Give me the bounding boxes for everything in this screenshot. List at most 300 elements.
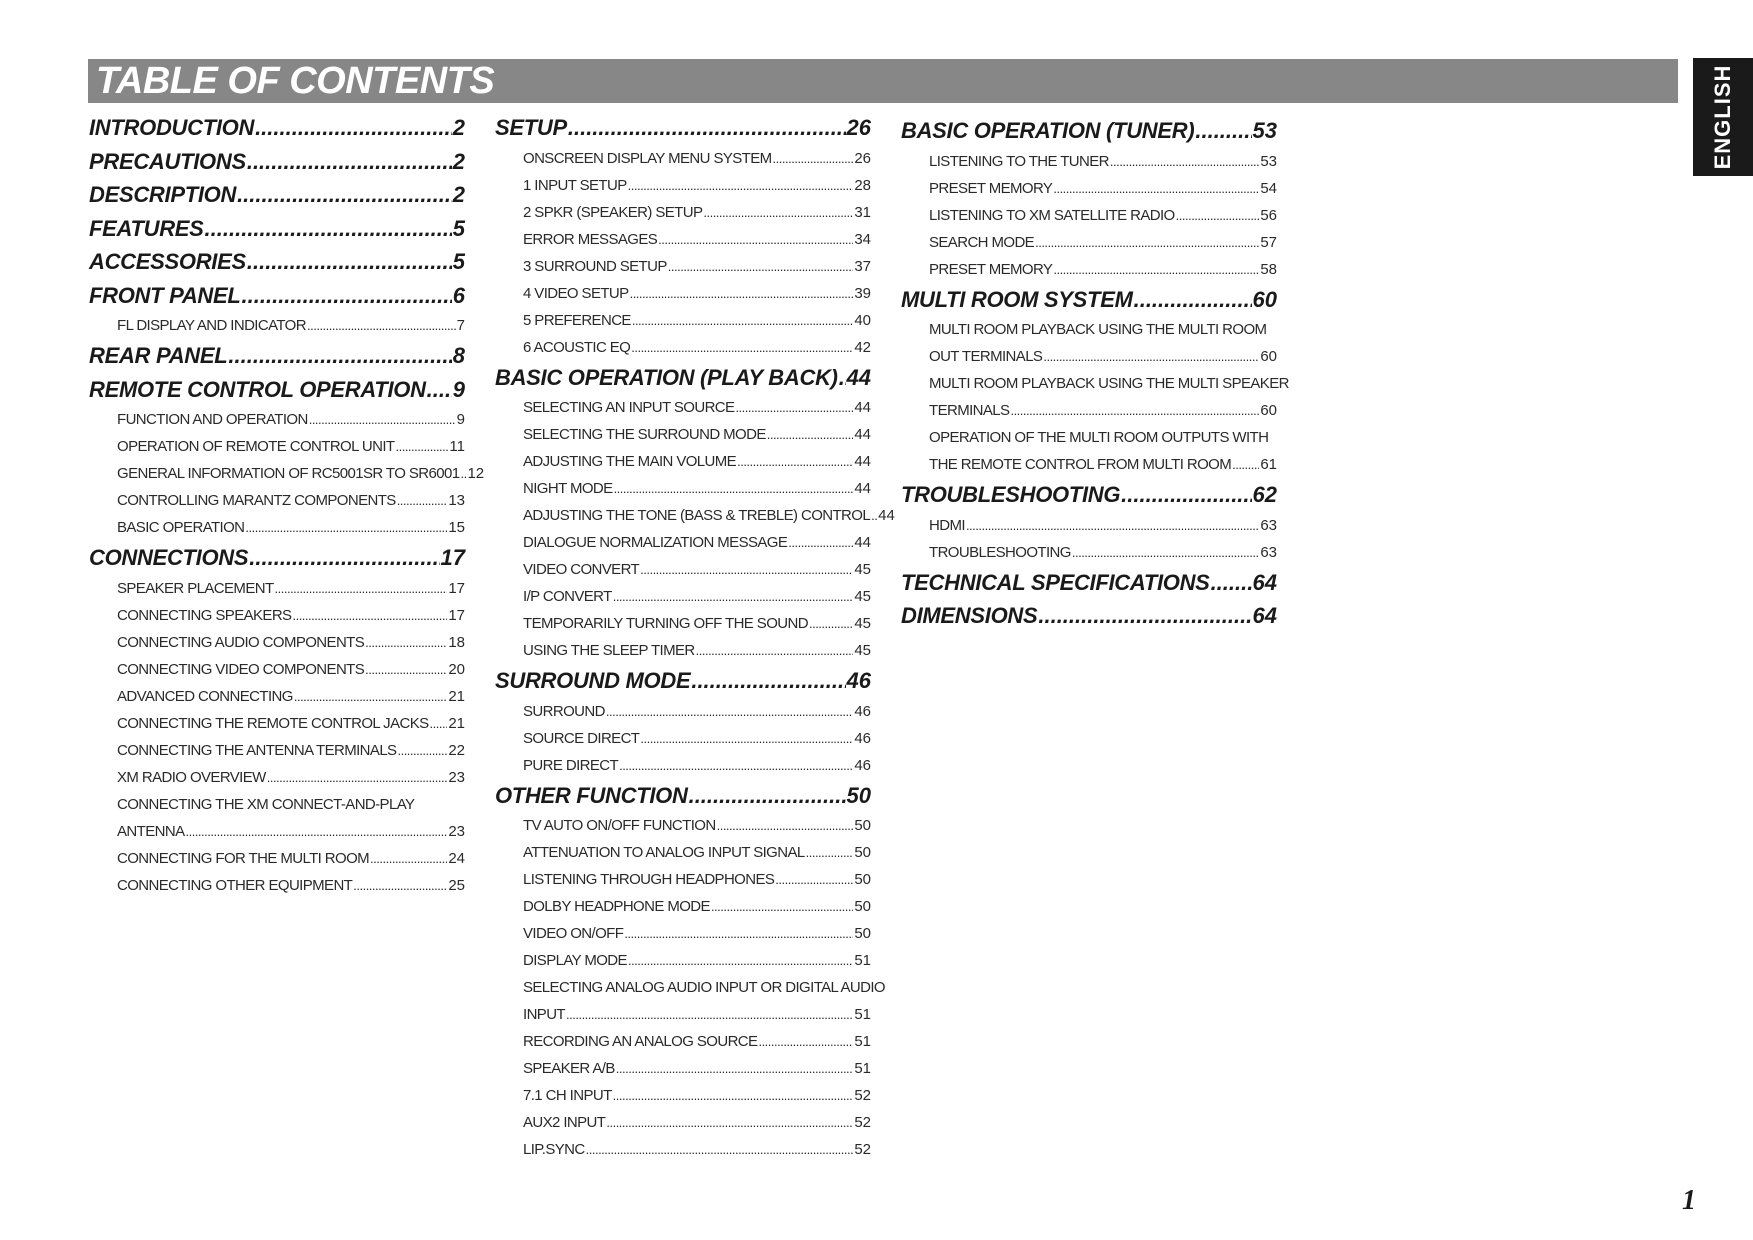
toc-entry-page: 50 (854, 871, 871, 888)
toc-subsection-entry (495, 698, 871, 725)
toc-entry-page: 45 (854, 642, 871, 659)
toc-entry-title: DIALOGUE NORMALIZATION MESSAGE (523, 534, 788, 551)
dot-leader (568, 111, 846, 145)
toc-entry-page: 40 (854, 311, 871, 329)
toc-entry-title: ONSCREEN DISPLAY MENU SYSTEM (523, 149, 772, 167)
dot-leader (606, 1109, 853, 1136)
toc-entry-title: CONNECTING THE ANTENNA TERMINALS (117, 741, 397, 759)
toc-entry-title: SPEAKER PLACEMENT (117, 579, 274, 597)
dot-leader (249, 541, 439, 575)
toc-entry-title: SPEAKER A/B (523, 1060, 615, 1077)
toc-subsection-entry (495, 637, 871, 664)
toc-entry-page: 51 (854, 1006, 871, 1023)
toc-entry-page: 62 (1252, 482, 1277, 507)
toc-entry-title: MULTI ROOM SYSTEM (901, 286, 1133, 312)
toc-entry-title: VIDEO ON/OFF (523, 925, 624, 942)
toc-entry-title: I/P CONVERT (523, 588, 612, 605)
dot-leader (613, 1082, 854, 1109)
toc-entry-title: DOLBY HEADPHONE MODE (523, 898, 710, 915)
toc-entry-page: 54 (1260, 179, 1277, 197)
toc-subsection-entry (89, 575, 465, 602)
toc-entry-page: 51 (854, 952, 871, 969)
dot-leader (806, 839, 854, 866)
toc-entry-title: VIDEO CONVERT (523, 561, 640, 578)
toc-subsection-entry (495, 280, 871, 307)
toc-entry-title: CONNECTING THE XM CONNECT-AND-PLAY (117, 795, 415, 813)
toc-entry-title: SOURCE DIRECT (523, 729, 640, 747)
toc-subsection-entry (495, 1136, 871, 1163)
toc-entry-page: 23 (448, 768, 465, 786)
toc-entry-page: 28 (854, 176, 871, 194)
toc-entry-title: TROUBLESHOOTING (901, 482, 1121, 507)
toc-entry-page: 44 (854, 399, 871, 416)
toc-section-entry (89, 111, 465, 145)
toc-subsection-entry (89, 737, 465, 764)
dot-leader (1010, 397, 1259, 424)
toc-entry-page: 26 (846, 115, 871, 140)
toc-entry-title: CONNECTING THE REMOTE CONTROL JACKS (117, 714, 429, 732)
dot-leader (628, 172, 854, 199)
dot-leader (658, 226, 853, 253)
dot-leader (365, 656, 447, 683)
toc-subsection-entry (89, 406, 465, 433)
toc-subsection-entry (495, 421, 871, 448)
toc-subsection-entry (89, 791, 465, 818)
toc-subsection-entry (89, 433, 465, 460)
toc-entry-page: 21 (448, 714, 465, 732)
dot-leader (613, 583, 854, 610)
toc-entry-title: REAR PANEL (89, 343, 228, 368)
toc-subsection-entry (89, 312, 465, 339)
toc-subsection-entry (901, 512, 1277, 539)
toc-entry-title: TROUBLESHOOTING (929, 543, 1071, 561)
toc-subsection-entry (901, 175, 1277, 202)
toc-entry-page: 34 (854, 230, 871, 248)
dot-leader (668, 253, 854, 280)
toc-subsection-entry (495, 529, 871, 556)
toc-entry-page: 46 (854, 702, 871, 720)
dot-leader (397, 737, 447, 764)
toc-entry-title: CONNECTING VIDEO COMPONENTS (117, 660, 365, 678)
toc-entry-page: 2 (452, 148, 465, 174)
toc-entry-title: DISPLAY MODE (523, 952, 627, 969)
toc-entry-page: 24 (448, 849, 465, 867)
toc-entry-title: REMOTE CONTROL OPERATION (89, 376, 426, 402)
toc-subsection-entry (89, 629, 465, 656)
toc-entry-page: 61 (1260, 456, 1277, 473)
toc-entry-title: DESCRIPTION (89, 182, 237, 207)
toc-entry-page: 45 (854, 561, 871, 578)
toc-subsection-entry (901, 202, 1277, 229)
toc-subsection-entry (495, 253, 871, 280)
toc-entry-page: 7 (456, 317, 465, 334)
toc-entry-title: LISTENING TO THE TUNER (929, 152, 1109, 170)
dot-leader (737, 448, 853, 475)
dot-leader (247, 145, 452, 179)
toc-entry-title: USING THE SLEEP TIMER (523, 642, 695, 659)
toc-entry-title: ADJUSTING THE MAIN VOLUME (523, 453, 737, 470)
toc-entry-title: ADJUSTING THE TONE (BASS & TREBLE) CONTROL (523, 507, 871, 524)
toc-entry-title: ERROR MESSAGES (523, 230, 658, 248)
dot-leader (1038, 599, 1251, 633)
toc-column-2 (495, 111, 895, 1163)
toc-entry-title: RECORDING AN ANALOG SOURCE (523, 1033, 758, 1050)
dot-leader (691, 664, 845, 698)
toc-entry-title: DIMENSIONS (901, 603, 1038, 628)
dot-leader (758, 1028, 853, 1055)
toc-subsection-entry (495, 920, 871, 947)
toc-section-entry (495, 664, 871, 698)
toc-section-entry (495, 361, 871, 395)
toc-entry-title: ADVANCED CONNECTING (117, 687, 293, 705)
dot-leader (788, 529, 853, 556)
toc-entry-title: GENERAL INFORMATION OF RC5001SR TO SR6001 (117, 465, 460, 482)
toc-entry-title: TEMPORARILY TURNING OFF THE SOUND (523, 615, 808, 632)
toc-subsection-entry (495, 226, 871, 253)
toc-entry-page: 25 (448, 876, 465, 894)
dot-leader (1134, 283, 1252, 317)
dot-leader (703, 199, 853, 226)
toc-entry-page: 57 (1260, 233, 1277, 251)
toc-entry-title: 1 INPUT SETUP (523, 176, 627, 194)
dot-leader (717, 812, 854, 839)
toc-entry-title: INTRODUCTION (89, 115, 255, 140)
toc-section-entry (901, 599, 1277, 633)
toc-section-entry (901, 566, 1277, 600)
toc-subsection-entry (495, 502, 895, 529)
dot-leader (1072, 539, 1259, 566)
toc-section-entry (89, 279, 465, 313)
toc-entry-page: 45 (854, 588, 871, 605)
toc-entry-page: 5 (452, 215, 465, 241)
toc-entry-page: 39 (854, 284, 871, 302)
toc-subsection-entry (495, 1055, 871, 1082)
dot-leader (267, 764, 448, 791)
toc-entry-title: SURROUND MODE (495, 668, 691, 693)
toc-entry-title: BASIC OPERATION (PLAY BACK) (495, 364, 838, 390)
dot-leader (606, 698, 853, 725)
toc-entry-title: SELECTING AN INPUT SOURCE (523, 399, 735, 416)
dot-leader (205, 212, 452, 246)
toc-entry-title: OUT TERMINALS (929, 348, 1043, 365)
dot-leader (628, 947, 853, 974)
dot-leader (427, 373, 452, 407)
dot-leader (309, 406, 456, 433)
toc-section-entry (89, 145, 465, 179)
toc-subsection-entry (89, 683, 465, 710)
toc-entry-title: OPERATION OF REMOTE CONTROL UNIT (117, 438, 395, 455)
dot-leader (640, 556, 853, 583)
toc-entry-title: SELECTING THE SURROUND MODE (523, 426, 766, 443)
toc-entry-title: MULTI ROOM PLAYBACK USING THE MULTI ROOM (929, 321, 1267, 338)
toc-entry-title: LISTENING THROUGH HEADPHONES (523, 871, 775, 888)
toc-subsection-entry (495, 1082, 871, 1109)
toc-section-entry (901, 283, 1277, 317)
toc-column-1 (89, 111, 485, 899)
toc-entry-page: 44 (854, 426, 871, 443)
toc-entry-title: AUX2 INPUT (523, 1114, 606, 1131)
dot-leader (696, 637, 854, 664)
toc-entry-title: OTHER FUNCTION (495, 782, 688, 808)
toc-entry-title: PRESET MEMORY (929, 179, 1053, 197)
dot-leader (630, 280, 854, 307)
toc-subsection-entry (901, 343, 1277, 370)
dot-leader (397, 487, 448, 514)
toc-entry-page: 56 (1260, 206, 1277, 224)
toc-entry-title: CONTROLLING MARANTZ COMPONENTS (117, 492, 396, 509)
toc-entry-page: 5 (452, 249, 465, 274)
toc-entry-page: 42 (854, 338, 871, 356)
toc-entry-title: PURE DIRECT (523, 756, 619, 774)
toc-entry-title: CONNECTIONS (89, 545, 249, 570)
dot-leader (1035, 229, 1259, 256)
dot-leader (871, 502, 877, 529)
page-title: TABLE OF CONTENTS (96, 60, 495, 102)
dot-leader (1053, 256, 1259, 283)
dot-leader (1121, 478, 1251, 512)
toc-entry-title: NIGHT MODE (523, 480, 613, 497)
toc-entry-page: 26 (854, 149, 871, 167)
toc-entry-page: 12 (467, 465, 485, 482)
dot-leader (839, 361, 846, 395)
toc-entry-title: CONNECTING AUDIO COMPONENTS (117, 633, 365, 651)
toc-subsection-entry (901, 229, 1277, 256)
toc-section-entry (495, 111, 871, 145)
toc-entry-page: 22 (448, 741, 465, 759)
toc-entry-page: 44 (878, 507, 895, 524)
toc-section-entry (495, 779, 871, 813)
toc-entry-title: ACCESSORIES (89, 249, 246, 274)
dot-leader (689, 779, 846, 813)
toc-column-3 (901, 114, 1289, 633)
toc-subsection-entry (89, 710, 465, 737)
toc-entry-page: 53 (1252, 118, 1277, 143)
dot-leader (624, 920, 853, 947)
toc-entry-title: PRECAUTIONS (89, 148, 246, 174)
dot-leader (255, 111, 452, 145)
dot-leader (395, 433, 448, 460)
dot-leader (245, 514, 447, 541)
toc-entry-page: 44 (854, 480, 871, 497)
toc-subsection-entry (495, 1109, 871, 1136)
toc-entry-page: 52 (854, 1114, 871, 1131)
toc-entry-page: 23 (448, 822, 465, 840)
dot-leader (1232, 451, 1259, 478)
toc-entry-page: 50 (846, 782, 871, 808)
dot-leader (1110, 148, 1259, 175)
dot-leader (242, 279, 452, 313)
toc-subsection-entry (495, 725, 871, 752)
toc-entry-page: 44 (846, 364, 871, 390)
dot-leader (430, 710, 448, 737)
toc-entry-page: 9 (456, 411, 465, 428)
toc-section-entry (89, 339, 465, 373)
toc-entry-page: 52 (854, 1087, 871, 1104)
toc-entry-page: 15 (448, 519, 465, 536)
toc-entry-page: 13 (448, 492, 465, 509)
toc-subsection-entry (495, 974, 885, 1001)
language-label: ENGLISH (1710, 64, 1735, 170)
toc-entry-page: 31 (854, 203, 871, 221)
toc-subsection-entry (89, 872, 465, 899)
toc-entry-title: 4 VIDEO SETUP (523, 284, 629, 302)
toc-entry-page: 58 (1260, 260, 1277, 278)
dot-leader (1043, 343, 1259, 370)
toc-subsection-entry (495, 866, 871, 893)
toc-entry-page: 18 (448, 633, 465, 651)
toc-entry-page: 45 (854, 615, 871, 632)
dot-leader (1053, 175, 1259, 202)
toc-entry-title: ANTENNA (117, 822, 185, 840)
toc-entry-title: TERMINALS (929, 402, 1010, 419)
dot-leader (735, 394, 853, 421)
toc-subsection-entry (495, 1001, 871, 1028)
toc-section-entry (89, 212, 465, 246)
toc-entry-title: SELECTING ANALOG AUDIO INPUT OR DIGITAL AUDIO (523, 979, 885, 996)
toc-subsection-entry (495, 145, 871, 172)
dot-leader (237, 178, 452, 212)
toc-subsection-entry (495, 556, 871, 583)
toc-entry-title: 5 PREFERENCE (523, 311, 631, 329)
toc-subsection-entry (901, 451, 1277, 478)
toc-section-entry (89, 541, 465, 575)
dot-leader (353, 872, 447, 899)
toc-entry-page: 44 (854, 453, 871, 470)
dot-leader (966, 512, 1259, 539)
dot-leader (775, 866, 853, 893)
toc-subsection-entry (495, 448, 871, 475)
toc-entry-title: FEATURES (89, 215, 204, 241)
toc-entry-page: 46 (846, 668, 871, 693)
toc-entry-title: INPUT (523, 1006, 566, 1023)
toc-entry-title: LIP.SYNC (523, 1141, 585, 1158)
dot-leader (370, 845, 447, 872)
toc-entry-page: 21 (448, 687, 465, 705)
dot-leader (809, 610, 853, 637)
toc-entry-title: THE REMOTE CONTROL FROM MULTI ROOM (929, 456, 1232, 473)
toc-entry-title: OPERATION OF THE MULTI ROOM OUTPUTS WITH (929, 429, 1269, 446)
toc-subsection-entry (901, 316, 1277, 343)
toc-entry-title: 7.1 CH INPUT (523, 1087, 612, 1104)
toc-entry-page: 17 (448, 606, 465, 624)
toc-entry-title: MULTI ROOM PLAYBACK USING THE MULTI SPEAKER (929, 375, 1289, 392)
dot-leader (711, 893, 853, 920)
dot-leader (247, 245, 452, 279)
toc-subsection-entry (89, 602, 465, 629)
toc-entry-title: 3 SURROUND SETUP (523, 257, 667, 275)
toc-subsection-entry (495, 172, 871, 199)
dot-leader (275, 575, 448, 602)
toc-entry-page: 20 (448, 660, 465, 678)
toc-subsection-entry (495, 394, 871, 421)
toc-section-entry (89, 178, 465, 212)
toc-entry-page: 11 (449, 438, 465, 455)
dot-leader (294, 683, 447, 710)
toc-entry-title: SEARCH MODE (929, 233, 1035, 251)
toc-entry-title: 6 ACOUSTIC EQ (523, 338, 631, 356)
toc-entry-page: 51 (854, 1060, 871, 1077)
toc-subsection-entry (89, 656, 465, 683)
dot-leader (292, 602, 447, 629)
toc-subsection-entry (495, 610, 871, 637)
toc-entry-page: 60 (1260, 402, 1277, 419)
toc-section-entry (89, 373, 465, 407)
toc-entry-page: 50 (854, 817, 871, 834)
toc-subsection-entry (495, 583, 871, 610)
toc-entry-page: 44 (854, 534, 871, 551)
toc-entry-title: SURROUND (523, 702, 605, 720)
toc-subsection-entry (89, 487, 465, 514)
toc-subsection-entry (495, 947, 871, 974)
toc-subsection-entry (495, 199, 871, 226)
dot-leader (307, 312, 456, 339)
dot-leader (767, 421, 854, 448)
toc-entry-title: LISTENING TO XM SATELLITE RADIO (929, 206, 1175, 224)
toc-entry-title: PRESET MEMORY (929, 260, 1053, 278)
toc-entry-title: BASIC OPERATION (117, 519, 245, 536)
dot-leader (614, 475, 854, 502)
toc-entry-page: 6 (452, 282, 465, 308)
toc-subsection-entry (495, 334, 871, 361)
toc-entry-page: 37 (854, 257, 871, 275)
toc-entry-title: CONNECTING FOR THE MULTI ROOM (117, 849, 370, 867)
language-tab (1693, 58, 1753, 176)
toc-entry-page: 60 (1260, 348, 1277, 365)
dot-leader (1211, 566, 1252, 600)
toc-section-entry (89, 245, 465, 279)
toc-entry-page: 46 (854, 756, 871, 774)
toc-entry-title: CONNECTING SPEAKERS (117, 606, 292, 624)
toc-subsection-entry (495, 893, 871, 920)
toc-subsection-entry (901, 148, 1277, 175)
dot-leader (365, 629, 447, 656)
toc-entry-page: 46 (854, 729, 871, 747)
toc-subsection-entry (495, 752, 871, 779)
toc-subsection-entry (901, 539, 1277, 566)
toc-entry-page: 17 (440, 545, 465, 570)
toc-entry-page: 50 (854, 898, 871, 915)
toc-subsection-entry (89, 818, 465, 845)
toc-subsection-entry (89, 845, 465, 872)
page-number: 1 (1682, 1185, 1696, 1216)
toc-subsection-entry (495, 475, 871, 502)
toc-entry-title: TV AUTO ON/OFF FUNCTION (523, 817, 716, 834)
toc-entry-page: 51 (854, 1033, 871, 1050)
toc-entry-page: 2 (452, 182, 465, 207)
dot-leader (631, 334, 853, 361)
toc-subsection-entry (89, 764, 465, 791)
toc-entry-title: FRONT PANEL (89, 282, 241, 308)
toc-subsection-entry (89, 514, 465, 541)
dot-leader (640, 725, 853, 752)
toc-entry-page: 17 (448, 579, 465, 597)
dot-leader (566, 1001, 853, 1028)
toc-entry-title: 2 SPKR (SPEAKER) SETUP (523, 203, 703, 221)
toc-entry-page: 63 (1260, 543, 1277, 561)
toc-subsection-entry (495, 812, 871, 839)
toc-subsection-entry (495, 1028, 871, 1055)
toc-entry-page: 9 (452, 376, 465, 402)
toc-entry-page: 63 (1260, 516, 1277, 534)
toc-entry-page: 50 (854, 844, 871, 861)
dot-leader (460, 460, 466, 487)
toc-entry-title: FL DISPLAY AND INDICATOR (117, 317, 306, 334)
dot-leader (773, 145, 854, 172)
title-bar (88, 59, 1678, 103)
toc-subsection-entry (901, 397, 1277, 424)
toc-entry-title: FUNCTION AND OPERATION (117, 411, 308, 428)
dot-leader (228, 339, 451, 373)
